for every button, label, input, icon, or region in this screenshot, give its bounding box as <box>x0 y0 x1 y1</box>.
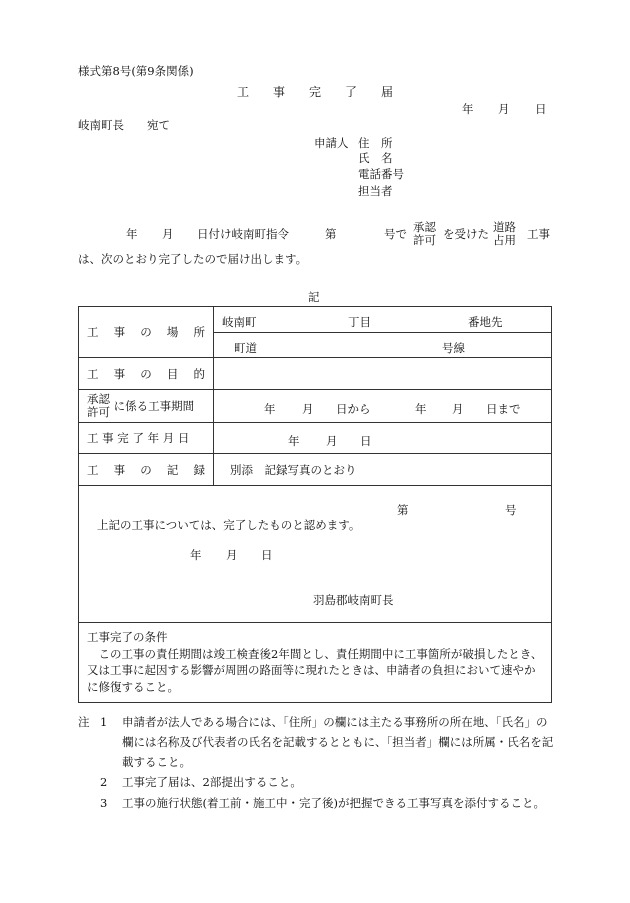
period-year1: 年 <box>264 402 276 416</box>
place-label: 工 事 の 場 所 <box>87 325 205 339</box>
body-month: 月 <box>162 227 174 241</box>
period-label: に係る工事期間 <box>113 399 195 413</box>
approval-day: 日 <box>261 548 273 562</box>
note-text: 工事完了届は、2部提出すること。 <box>122 775 302 790</box>
body-approval-permit-stack <box>413 221 436 247</box>
place-town: 岐南町 <box>222 315 257 329</box>
addressee: 岐南町長 宛て <box>78 118 170 132</box>
applicant-name-label: 氏 名 <box>358 151 393 165</box>
note-item <box>78 793 558 813</box>
body-stack-occupancy: 占用 <box>493 233 516 248</box>
completed-month: 月 <box>326 434 338 448</box>
approval-year: 年 <box>190 548 202 562</box>
approval-no: 第 <box>397 503 409 517</box>
place-address-row <box>214 307 551 333</box>
body-work: 工事 <box>527 227 550 241</box>
purpose-label-cell <box>79 358 214 390</box>
note-number: 2 <box>100 775 108 790</box>
approval-box <box>79 486 551 622</box>
condition-title: 工事完了の条件 <box>87 630 168 644</box>
period-until: 日まで <box>486 402 521 416</box>
approval-text: 上記の工事については、完了したものと認めます。 <box>97 518 361 532</box>
place-chome: 丁目 <box>348 315 371 329</box>
record-label: 工 事 の 記 録 <box>87 462 205 477</box>
body-year: 年 <box>126 227 138 241</box>
applicant-address-label: 住 所 <box>358 136 393 150</box>
note-number: 3 <box>100 795 108 810</box>
period-stack-permit: 許可 <box>87 405 110 419</box>
period-year2: 年 <box>415 402 427 416</box>
approval-month: 月 <box>226 548 238 562</box>
form-number: 様式第8号(第9条関係) <box>78 64 194 78</box>
place-road-row <box>214 333 551 357</box>
record-table <box>78 306 552 703</box>
approval-go: 号 <box>505 503 517 517</box>
place-value-cell <box>214 307 552 358</box>
completed-label: 工 事 完 了 年 月 日 <box>87 431 190 445</box>
period-value-cell <box>214 390 552 423</box>
body-dated: 日付け岐南町指令 <box>197 227 289 241</box>
body-received: を受けた <box>443 227 489 241</box>
approval-cell <box>79 486 552 623</box>
notes-section <box>78 712 558 813</box>
note-text: 工事の施行状態(着工前・施工中・完了後)が把握できる工事写真を添付すること。 <box>122 795 545 810</box>
body-road-occupancy-stack <box>493 221 516 247</box>
date-day: 日 <box>535 102 547 116</box>
purpose-value-cell[interactable] <box>214 358 552 390</box>
applicant-phone-label: 電話番号 <box>358 167 404 181</box>
period-approval-permit-stack <box>87 393 110 419</box>
note-text: 申請者が法人である場合には、「住所」の欄には主たる事務所の所在地、「氏名」の欄には名称及び代表者の氏名を記載するとともに、「担当者」欄には所属・氏名を記載すること。 <box>122 715 554 770</box>
date-month: 月 <box>498 102 510 116</box>
completed-year: 年 <box>288 434 300 448</box>
period-from: 日から <box>336 402 371 416</box>
applicant-person-label: 担当者 <box>358 184 393 198</box>
body-stack-approval: 承認 <box>413 220 436 234</box>
condition-text: この工事の責任期間は竣工検査後2年間とし、責任期間中に工事箇所が破損したとき、又は工事に起因する影響が周囲の路面等に現れたときは、申請者の負担において速やかに修復すること。 <box>87 646 543 695</box>
note-item <box>78 712 558 772</box>
approval-signer: 羽島郡岐南町長 <box>313 593 394 607</box>
ki-heading: 記 <box>308 290 320 304</box>
place-road: 町道 <box>234 341 257 355</box>
note-marker: 注 <box>78 715 90 729</box>
body-stack-road: 道路 <box>493 220 516 234</box>
note-item <box>78 772 558 792</box>
period-stack-approval: 承認 <box>87 391 110 406</box>
body-no: 第 <box>325 227 337 241</box>
place-banchi: 番地先 <box>468 315 503 329</box>
record-value: 別添 記録写真のとおり <box>230 462 357 477</box>
completed-label-cell <box>79 423 214 454</box>
completed-value-cell <box>214 423 552 454</box>
place-label-cell <box>79 307 214 358</box>
document-title: 工 事 完 了 届 <box>237 85 394 99</box>
period-month2: 月 <box>452 402 464 416</box>
body-line2: は、次のとおり完了したので届け出します。 <box>78 252 308 266</box>
note-number: 1 <box>100 715 108 729</box>
period-month1: 月 <box>302 402 314 416</box>
body-stack-permit: 許可 <box>413 233 436 248</box>
record-label-cell <box>79 454 214 486</box>
record-value-cell <box>214 454 552 486</box>
purpose-label: 工 事 の 目 的 <box>87 366 205 381</box>
place-route: 号線 <box>442 341 465 355</box>
condition-cell <box>79 623 552 703</box>
applicant-label: 申請人 <box>314 136 349 150</box>
body-number-de: 号で <box>384 227 407 241</box>
date-year: 年 <box>462 102 474 116</box>
period-label-cell <box>79 390 214 423</box>
completed-day: 日 <box>360 434 372 448</box>
